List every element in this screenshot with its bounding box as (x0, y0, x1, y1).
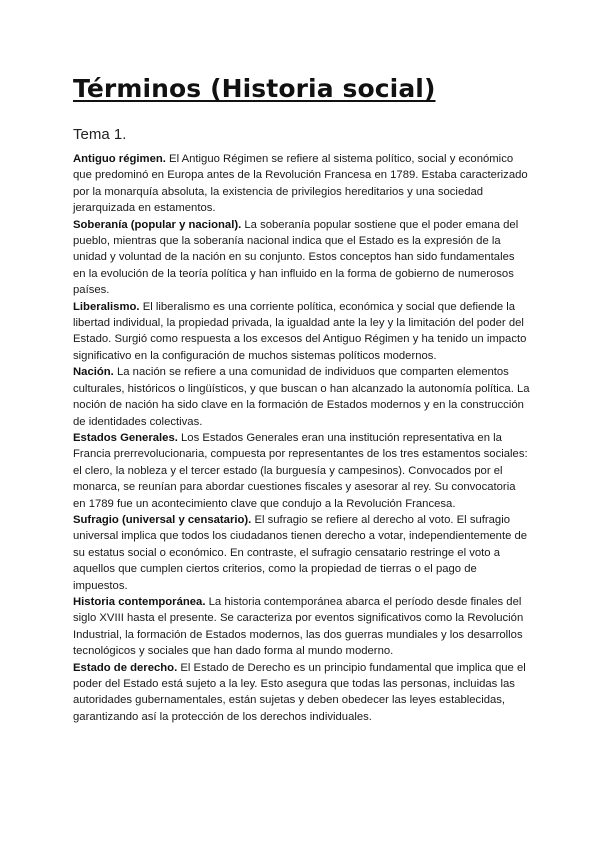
term-definition: Los Estados Generales eran una institución representativa en la Francia prerrevolucionaria, compuesta por representantes de los tres estamentos sociales: el clero, la nobleza y el tercer estado (la burguesía y campesinos). Convocados por el monarca, se reunían para abordar cuestiones fiscales y asesorar al rey. Su convocatoria en 1789 fue un acontecimiento clave que condujo a la Revolución Francesa. (73, 431, 528, 510)
term-name: Nación. (73, 366, 114, 379)
term-definition: La nación se refiere a una comunidad de individuos que comparten elementos culturales, históricos o lingüísticos, y que buscan o han alcanzado la autonomía política. La noción de nación ha sido clave en la formación de Estados modernos y en la construcción de identidades colectivas. (73, 366, 530, 428)
term-estado-de-derecho (73, 660, 530, 726)
term-soberania (73, 217, 530, 299)
term-sufragio (73, 512, 530, 594)
term-definition: El sufragio se refiere al derecho al voto. El sufragio universal implica que todos los ciudadanos tienen derecho a votar, independientemente de su estatus social o económico. En contraste, el sufragio censatario restringe el voto a aquellos que cumplen ciertos criterios, como la propiedad de tierras o el pago de impuestos. (73, 513, 528, 592)
term-name: Historia contemporánea. (73, 595, 206, 608)
term-definition: La soberanía popular sostiene que el poder emana del pueblo, mientras que la soberanía nacional indica que el Estado es la expresión de la unidad y voluntad de la nación en su conjunto. Estos conceptos han sido fundamentales en la evolución de la teoría política y han influido en la forma de gobierno de numerosos países. (73, 218, 519, 297)
term-definition: El Antiguo Régimen se refiere al sistema político, social y económico que predominó en Europa antes de la Revolución Francesa en 1789. Estaba caracterizado por la monarquía absoluta, la existencia de privilegios hereditarios y una sociedad jerarquizada en estamentos. (73, 153, 528, 215)
term-antiguo-regimen (73, 151, 530, 217)
term-name: Estado de derecho. (73, 661, 178, 674)
term-historia-contemporanea (73, 594, 530, 660)
term-definition: El Estado de Derecho es un principio fundamental que implica que el poder del Estado está sujeto a la ley. Esto asegura que todas las personas, incluidas las autoridades gubernamentales, están sujetas y deben obedecer las leyes establecidas, garantizando así la protección de los derechos individuales. (73, 661, 526, 723)
term-definition: La historia contemporánea abarca el período desde finales del siglo XVIII hasta el presente. Se caracteriza por eventos significativos como la Revolución Industrial, la formación de Estados modernos, las dos guerras mundiales y los desarrollos tecnológicos y sociales que han dado forma al mundo moderno. (73, 595, 524, 658)
term-name: Liberalismo. (73, 300, 140, 313)
term-name: Estados Generales. (73, 431, 178, 444)
terms-list (73, 151, 530, 725)
term-name: Soberanía (popular y nacional). (73, 218, 242, 231)
term-estados-generales (73, 430, 530, 512)
term-name: Antiguo régimen. (73, 153, 166, 165)
term-name: Sufragio (universal y censatario). (73, 513, 252, 526)
document-title: Términos (Historia social) (73, 74, 436, 103)
term-definition: El liberalismo es una corriente política, económica y social que defiende la libertad individual, la propiedad privada, la igualdad ante la ley y la limitación del poder del Estado. Surgió como respuesta a los excesos del Antiguo Régimen y ha tenido un impacto significativo en la configuración de muchos sistemas políticos modernos. (73, 300, 527, 362)
term-nacion (73, 364, 530, 430)
section-heading: Tema 1. (73, 126, 127, 143)
term-liberalismo (73, 299, 530, 365)
